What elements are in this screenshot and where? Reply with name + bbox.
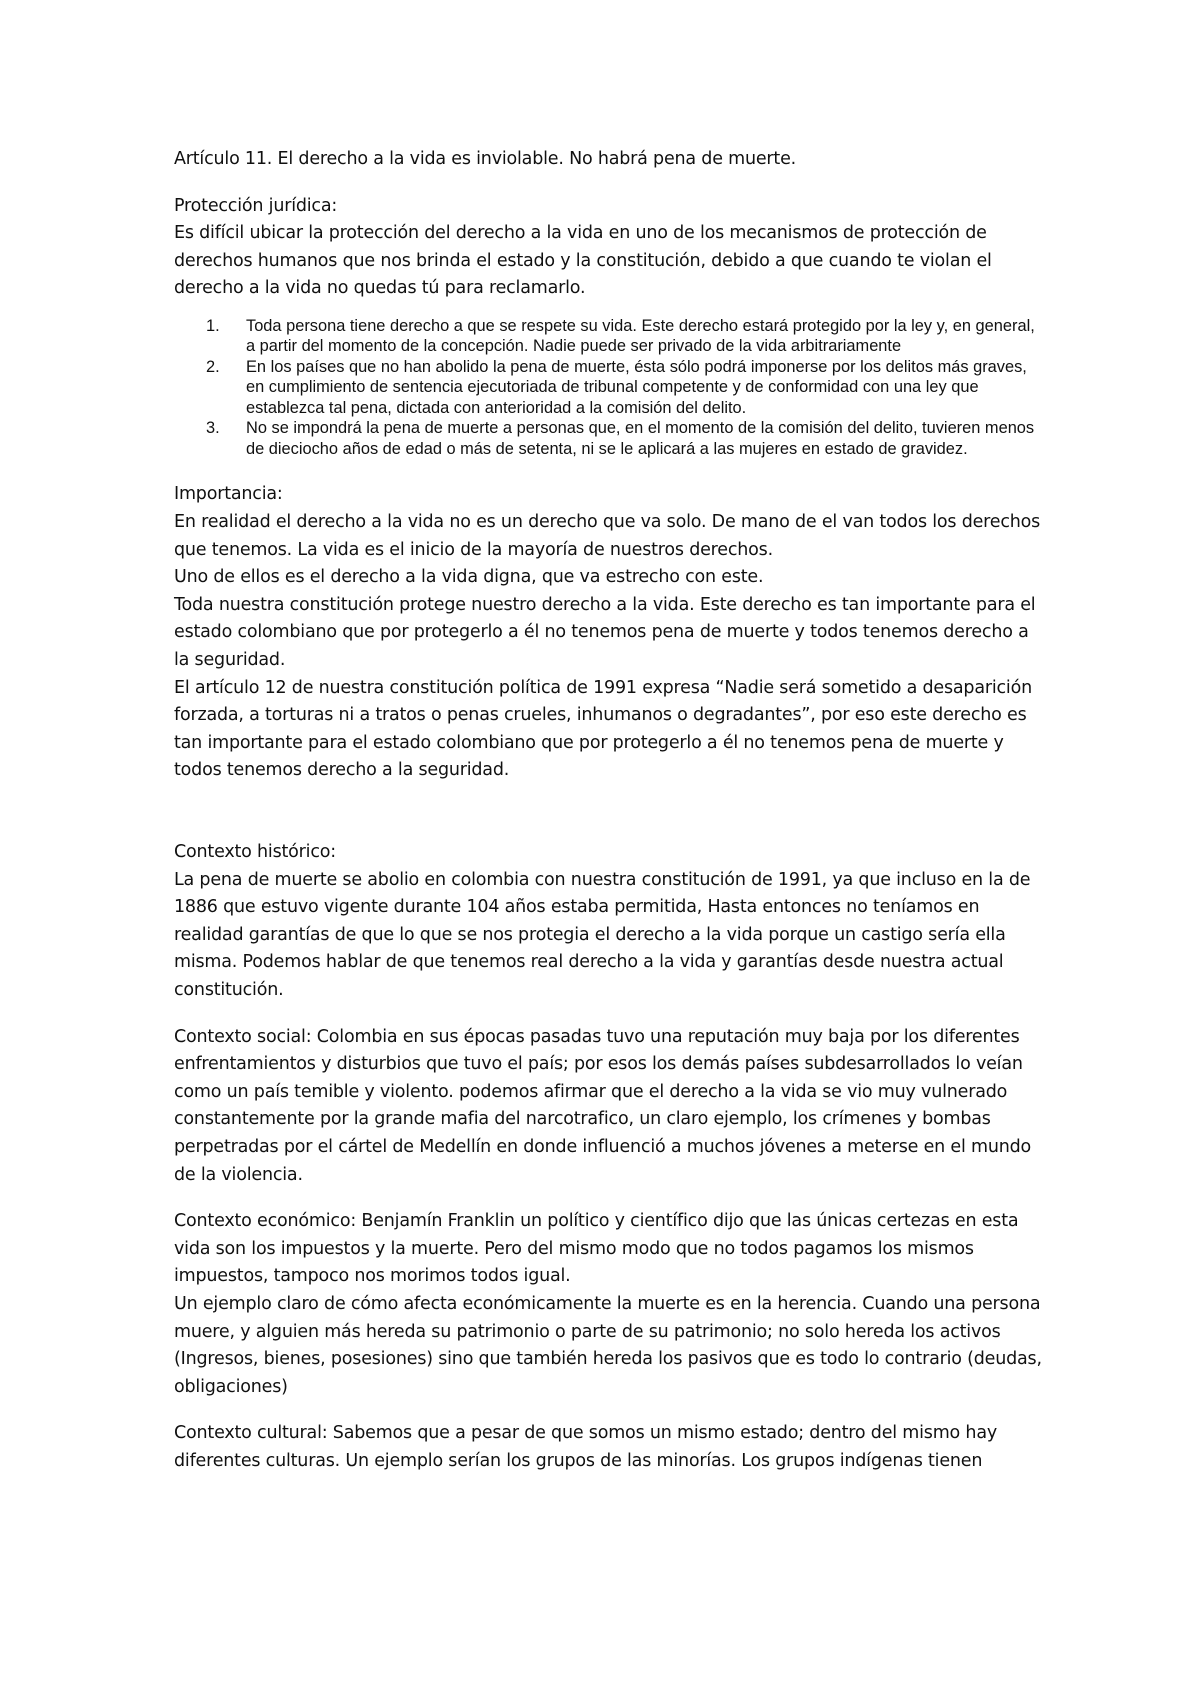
- importancia-paragraph-4: El artículo 12 de nuestra constitución política de 1991 expresa “Nadie será sometido a desaparición forzada, a torturas ni a tratos o penas crueles, inhumanos o degradantes”, por eso este derecho es tan importante para el estado colombiano que por protegerlo a él no tenemos pena de muerte y todos tenemos derecho a la seguridad.: [174, 677, 1032, 781]
- section-heading-proteccion: Protección jurídica:: [174, 195, 338, 216]
- importancia-paragraph-3: Toda nuestra constitución protege nuestro derecho a la vida. Este derecho es tan importante para el estado colombiano que por protegerlo a él no tenemos pena de muerte y todos tenemos derecho a la seguridad.: [174, 594, 1036, 671]
- proteccion-paragraph: Es difícil ubicar la protección del derecho a la vida en uno de los mecanismos de protección de derechos humanos que nos brinda el estado y la constitución, debido a que cuando te violan el derecho a la vida no quedas tú para reclamarlo.: [174, 223, 992, 299]
- list-item-text: No se impondrá la pena de muerte a personas que, en el momento de la comisión del delito, tuvieren menos de dieciocho años de edad o más de setenta, ni se le aplicará a las mujeres en estado de gravidez.: [246, 419, 1035, 458]
- document-body: [174, 146, 1044, 1475]
- list-item: [174, 357, 1044, 419]
- list-item-number: 1.: [206, 316, 220, 335]
- importancia-paragraph-1: En realidad el derecho a la vida no es un derecho que va solo. De mano de el van todos los derechos que tenemos. La vida es el inicio de la mayoría de nuestros derechos.: [174, 512, 1041, 560]
- list-item-number: 2.: [206, 357, 220, 376]
- social-paragraph: Contexto social: Colombia en sus épocas pasadas tuvo una reputación muy baja por los diferentes enfrentamientos y disturbios que tuvo el país; por esos los demás países subdesarrollados lo veían como un país temible y violento. podemos afirmar que el derecho a la vida se vio muy vulnerado constantemente por la grande mafia del narcotrafico, un claro ejemplo, los crímenes y bombas perpetradas por el cártel de Medellín en donde influenció a muchos jóvenes a meterse en el mundo de la violencia.: [174, 1026, 1032, 1185]
- economico-paragraph-1: Contexto económico: Benjamín Franklin un político y científico dijo que las únicas certezas en esta vida son los impuestos y la muerte. Pero del mismo modo que no todos pagamos los mismos impuestos, tampoco nos morimos todos igual.: [174, 1211, 1019, 1287]
- list-item-text: Toda persona tiene derecho a que se respete su vida. Este derecho estará protegido por la ley y, en general, a partir del momento de la concepción. Nadie puede ser privado de la vida arbitrariamente: [246, 316, 1035, 356]
- importancia-paragraph-2: Uno de ellos es el derecho a la vida digna, que va estrecho con este.: [174, 567, 764, 588]
- article-line: Artículo 11. El derecho a la vida es inviolable. No habrá pena de muerte.: [174, 149, 797, 169]
- economico-paragraph-2: Un ejemplo claro de cómo afecta económicamente la muerte es en la herencia. Cuando una persona muere, y alguien más hereda su patrimonio o parte de su patrimonio; no solo hereda los activos (Ingresos, bienes, posesiones) sino que también hereda los pasivos que es todo lo contrario (deudas, obligaciones): [174, 1293, 1042, 1397]
- section-heading-importancia: Importancia:: [174, 484, 283, 505]
- list-item: [174, 316, 1044, 357]
- section-heading-historico: Contexto histórico:: [174, 842, 336, 862]
- historico-paragraph: La pena de muerte se abolio en colombia con nuestra constitución de 1991, ya que incluso en la de 1886 que estuvo vigente durante 104 años estaba permitida, Hasta entonces no teníamos en realidad garantías de que lo que se nos protegia el derecho a la vida porque un castigo sería ella misma. Podemos hablar de que tenemos real derecho a la vida y garantías desde nuestra actual constitución.: [174, 869, 1031, 1000]
- numbered-list: [174, 316, 1044, 460]
- list-item-number: 3.: [206, 419, 220, 438]
- list-item: [174, 418, 1044, 459]
- list-item-text: En los países que no han abolido la pena de muerte, ésta sólo podrá imponerse por los delitos más graves, en cumplimiento de sentencia ejecutoriada de tribunal competente y de conformidad con una ley que establezca tal pena, dictada con anterioridad a la comisión del delito.: [246, 357, 1027, 417]
- cultural-paragraph: Contexto cultural: Sabemos que a pesar de que somos un mismo estado; dentro del mismo hay diferentes culturas. Un ejemplo serían los grupos de las minorías. Los grupos indígenas tienen: [174, 1423, 998, 1471]
